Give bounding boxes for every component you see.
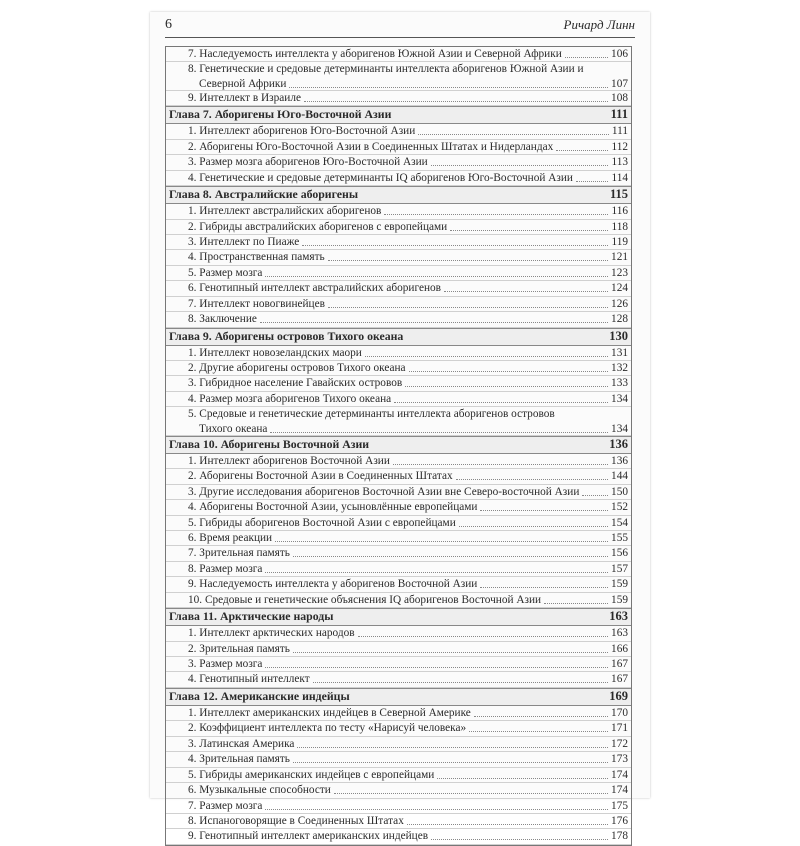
toc-item xyxy=(166,155,631,170)
toc-entry-title: 5. Средовые и генетические детерминанты интеллекта аборигенов островов xyxy=(188,408,555,421)
toc-item xyxy=(166,62,631,76)
toc-page-number: 159 xyxy=(611,578,628,591)
toc-item-continuation xyxy=(166,422,631,436)
toc-page-number: 114 xyxy=(611,171,628,184)
dot-leader xyxy=(556,150,608,151)
dot-leader xyxy=(450,230,608,231)
toc-page-number: 172 xyxy=(611,737,628,750)
toc-item xyxy=(166,752,631,767)
toc-entry-title: 4. Генетические и средовые детерминанты IQ аборигенов Юго-Восточной Азии xyxy=(188,171,573,184)
toc-chapter-heading xyxy=(166,328,631,346)
toc-entry-title: 9. Наследуемость интеллекта у аборигенов Восточной Азии xyxy=(188,578,478,591)
dot-leader xyxy=(358,636,608,637)
toc-page-number: 163 xyxy=(611,627,628,640)
toc-page-number: 134 xyxy=(611,422,628,435)
toc-page-number: 124 xyxy=(611,282,628,295)
dot-leader xyxy=(265,809,608,810)
toc-entry-title: Глава 10. Аборигены Восточной Азии xyxy=(169,436,370,451)
toc-item-continuation xyxy=(166,77,631,91)
page-number: 6 xyxy=(165,17,172,32)
toc-page-number: 112 xyxy=(611,140,628,153)
toc-entry-title: 2. Коэффициент интеллекта по тесту «Нарисуй человека» xyxy=(188,722,467,735)
toc-item xyxy=(166,47,631,62)
toc-entry-title: 2. Аборигены Восточной Азии в Соединенных Штатах xyxy=(188,470,453,483)
toc-entry-title: 3. Интеллект по Пиаже xyxy=(188,235,300,248)
toc-entry-title: Глава 8. Австралийские аборигены xyxy=(169,187,359,202)
dot-leader xyxy=(293,762,608,763)
toc-item xyxy=(166,297,631,312)
dot-leader xyxy=(293,556,608,557)
toc-entry-title: 3. Размер мозга xyxy=(188,658,263,670)
toc-item xyxy=(166,361,631,376)
toc-entry-title: 1. Интеллект австралийских аборигенов xyxy=(188,205,382,218)
dot-leader xyxy=(304,101,608,102)
toc-page-number: 175 xyxy=(611,799,628,812)
book-page xyxy=(150,12,650,843)
table-of-contents xyxy=(165,46,632,846)
toc-entry-title: 7. Размер мозга xyxy=(188,799,263,812)
toc-page-number: 163 xyxy=(609,609,628,624)
toc-entry-title: 5. Размер мозга xyxy=(188,266,263,279)
toc-entry-title: 10. Средовые и генетические объяснения IQ аборигенов Восточной Азии xyxy=(188,593,542,606)
toc-page-number: 136 xyxy=(609,436,628,451)
toc-entry-title: 4. Генотипный интеллект xyxy=(188,673,310,686)
dot-leader xyxy=(474,716,608,717)
toc-page-number: 123 xyxy=(611,266,628,279)
toc-page-number: 111 xyxy=(610,107,628,122)
toc-entry-title: 8. Заключение xyxy=(188,313,257,326)
dot-leader xyxy=(431,165,608,166)
toc-item xyxy=(166,124,631,139)
dot-leader xyxy=(265,276,608,277)
toc-page-number: 167 xyxy=(611,658,628,670)
toc-item xyxy=(166,829,631,844)
toc-item xyxy=(166,799,631,814)
toc-entry-title: 8. Испаноговорящие в Соединенных Штатах xyxy=(188,814,404,827)
toc-entry-title: 7. Зрительная память xyxy=(188,547,290,560)
toc-entry-title: Северной Африки xyxy=(199,77,287,90)
toc-page-number: 113 xyxy=(611,156,628,169)
toc-item xyxy=(166,500,631,515)
toc-item xyxy=(166,220,631,235)
toc-entry-title: 9. Интеллект в Израиле xyxy=(188,91,301,104)
dot-leader xyxy=(328,260,608,261)
toc-item xyxy=(166,672,631,687)
dot-leader xyxy=(328,307,608,308)
dot-leader xyxy=(565,57,608,58)
toc-page-number: 128 xyxy=(611,313,628,326)
toc-entry-title: 7. Наследуемость интеллекта у аборигенов Южной Азии и Северной Африки xyxy=(188,48,562,60)
toc-item xyxy=(166,376,631,391)
toc-page-number: 108 xyxy=(611,91,628,104)
toc-entry-title: 3. Другие исследования аборигенов Восточной Азии вне Северо-восточной Азии xyxy=(188,485,580,498)
toc-chapter-heading xyxy=(166,436,631,454)
toc-entry-title: 1. Интеллект арктических народов xyxy=(188,627,355,640)
toc-item xyxy=(166,814,631,829)
dot-leader xyxy=(365,356,608,357)
toc-item xyxy=(166,454,631,469)
toc-entry-title: 6. Генотипный интеллект австралийских аборигенов xyxy=(188,282,442,295)
toc-item xyxy=(166,392,631,407)
toc-page-number: 152 xyxy=(611,501,628,514)
toc-entry-title: 4. Пространственная память xyxy=(188,251,325,264)
toc-entry-title: 6. Музыкальные способности xyxy=(188,784,331,797)
toc-page-number: 169 xyxy=(609,688,628,703)
dot-leader xyxy=(409,371,608,372)
toc-item xyxy=(166,562,631,577)
dot-leader xyxy=(293,652,608,653)
toc-page-number: 171 xyxy=(611,722,628,735)
toc-page-number: 134 xyxy=(611,392,628,405)
dot-leader xyxy=(576,181,608,182)
dot-leader xyxy=(456,479,608,480)
dot-leader xyxy=(270,432,608,433)
toc-entry-title: 2. Другие аборигены островов Тихого океана xyxy=(188,362,406,374)
toc-page-number: 155 xyxy=(611,531,628,544)
toc-entry-title: Глава 7. Аборигены Юго-Восточной Азии xyxy=(169,107,392,122)
toc-entry-title: 4. Размер мозга аборигенов Тихого океана xyxy=(188,392,392,405)
toc-entry-title: 1. Интеллект новозеландских маори xyxy=(188,346,362,359)
toc-entry-title: 2. Гибриды австралийских аборигенов с европейцами xyxy=(188,220,448,233)
toc-entry-title: 3. Латинская Америка xyxy=(188,737,295,750)
toc-entry-title: 3. Размер мозга аборигенов Юго-Восточной Азии xyxy=(188,156,428,169)
toc-entry-title: 4. Аборигены Восточной Азии, усыновлённые европейцами xyxy=(188,501,478,514)
toc-page-number: 166 xyxy=(611,642,628,655)
toc-page-number: 156 xyxy=(611,547,628,560)
toc-page-number: 133 xyxy=(611,377,628,390)
toc-item xyxy=(166,737,631,752)
toc-item xyxy=(166,642,631,657)
dot-leader xyxy=(544,603,608,604)
toc-entry-title: 3. Гибридное население Гавайских островов xyxy=(188,377,403,390)
toc-page-number: 126 xyxy=(611,297,628,310)
toc-item xyxy=(166,281,631,296)
toc-page-number: 121 xyxy=(611,251,628,264)
toc-chapter-heading xyxy=(166,608,631,626)
toc-entry-title: 7. Интеллект новогвинейцев xyxy=(188,297,325,310)
toc-entry-title: Глава 11. Арктические народы xyxy=(169,609,334,624)
toc-page-number: 176 xyxy=(611,814,628,827)
toc-page-number: 159 xyxy=(611,593,628,606)
dot-leader xyxy=(260,322,608,323)
toc-entry-title: 5. Гибриды американских индейцев с европейцами xyxy=(188,768,435,781)
toc-entry-title: 5. Гибриды аборигенов Восточной Азии с европейцами xyxy=(188,516,456,529)
dot-leader xyxy=(334,793,608,794)
toc-item xyxy=(166,531,631,546)
toc-entry-title: Тихого океана xyxy=(199,422,268,435)
toc-page-number: 115 xyxy=(609,187,628,202)
toc-page-number: 130 xyxy=(609,328,628,343)
toc-item xyxy=(166,407,631,421)
toc-page-number: 178 xyxy=(611,830,628,843)
toc-entry-title: 4. Зрительная память xyxy=(188,753,290,766)
toc-page-number: 174 xyxy=(611,768,628,781)
toc-item xyxy=(166,469,631,484)
dot-leader xyxy=(431,839,608,840)
toc-item xyxy=(166,783,631,798)
toc-item xyxy=(166,266,631,281)
dot-leader xyxy=(313,682,608,683)
toc-page-number: 144 xyxy=(611,470,628,483)
toc-page-number: 118 xyxy=(611,220,628,233)
toc-page-number: 170 xyxy=(611,706,628,719)
toc-item xyxy=(166,235,631,250)
toc-page-number: 167 xyxy=(611,673,628,686)
toc-entry-title: 8. Генетические и средовые детерминанты интеллекта аборигенов Южной Азии и xyxy=(188,63,584,76)
dot-leader xyxy=(418,134,609,135)
toc-entry-title: Глава 9. Аборигены островов Тихого океана xyxy=(169,328,404,343)
dot-leader xyxy=(297,747,608,748)
dot-leader xyxy=(444,291,608,292)
dot-leader xyxy=(480,587,608,588)
toc-entry-title: 6. Время реакции xyxy=(188,531,273,544)
dot-leader xyxy=(302,245,608,246)
toc-item xyxy=(166,516,631,531)
toc-entry-title: 1. Интеллект аборигенов Восточной Азии xyxy=(188,454,390,467)
dot-leader xyxy=(265,667,608,668)
toc-item xyxy=(166,91,631,106)
toc-entry-title: 1. Интеллект аборигенов Юго-Восточной Азии xyxy=(188,125,416,138)
toc-item xyxy=(166,140,631,155)
toc-item xyxy=(166,485,631,500)
toc-entry-title: 2. Аборигены Юго-Восточной Азии в Соединенных Штатах и Нидерландах xyxy=(188,140,554,153)
toc-chapter-heading xyxy=(166,186,631,204)
toc-page-number: 150 xyxy=(611,485,628,498)
toc-page-number: 154 xyxy=(611,516,628,529)
toc-item xyxy=(166,593,631,608)
toc-entry-title: 1. Интеллект американских индейцев в Северной Америке xyxy=(188,706,471,719)
toc-page-number: 173 xyxy=(611,753,628,766)
toc-chapter-heading xyxy=(166,688,631,706)
toc-item xyxy=(166,250,631,265)
dot-leader xyxy=(275,541,608,542)
toc-chapter-heading xyxy=(166,106,631,124)
dot-leader xyxy=(405,386,608,387)
toc-page-number: 106 xyxy=(611,48,628,60)
dot-leader xyxy=(480,510,608,511)
toc-page-number: 116 xyxy=(611,205,628,218)
toc-item xyxy=(166,346,631,361)
toc-page-number: 157 xyxy=(611,562,628,575)
toc-page-number: 174 xyxy=(611,784,628,797)
toc-item xyxy=(166,626,631,641)
toc-item xyxy=(166,657,631,672)
toc-entry-title: 2. Зрительная память xyxy=(188,642,290,655)
dot-leader xyxy=(437,778,608,779)
toc-entry-title: 9. Генотипный интеллект американских индейцев xyxy=(188,830,429,843)
toc-item xyxy=(166,546,631,561)
toc-entry-title: Глава 12. Американские индейцы xyxy=(169,688,350,703)
dot-leader xyxy=(384,214,608,215)
toc-entry-title: 8. Размер мозга xyxy=(188,562,263,575)
toc-page-number: 119 xyxy=(611,235,628,248)
toc-page-number: 131 xyxy=(611,346,628,359)
toc-item xyxy=(166,577,631,592)
toc-page-number: 111 xyxy=(611,125,628,138)
toc-page-number: 132 xyxy=(611,362,628,374)
toc-item xyxy=(166,706,631,721)
toc-page-number: 107 xyxy=(611,77,628,90)
dot-leader xyxy=(582,495,608,496)
toc-item xyxy=(166,312,631,327)
dot-leader xyxy=(289,87,608,88)
toc-item xyxy=(166,204,631,219)
dot-leader xyxy=(265,572,608,573)
dot-leader xyxy=(393,464,608,465)
dot-leader xyxy=(459,526,608,527)
dot-leader xyxy=(469,731,608,732)
toc-item xyxy=(166,768,631,783)
toc-item xyxy=(166,721,631,736)
toc-page-number: 136 xyxy=(611,454,628,467)
dot-leader xyxy=(394,402,608,403)
toc-item xyxy=(166,171,631,186)
page-header xyxy=(165,17,635,38)
running-head-author: Ричард Линн xyxy=(563,17,635,32)
dot-leader xyxy=(407,824,608,825)
